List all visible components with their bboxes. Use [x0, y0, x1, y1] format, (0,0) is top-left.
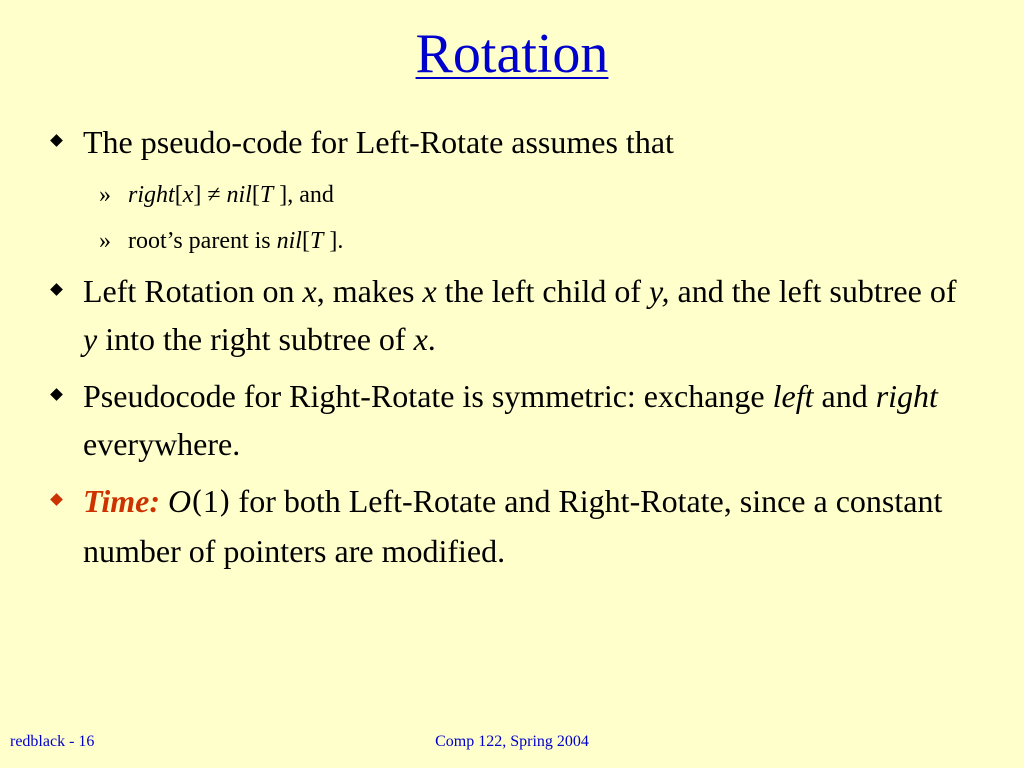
bullet-2-part: the left child of [436, 273, 650, 309]
bullet-2-part: and the left subtree of [669, 273, 957, 309]
bullet-4 [48, 477, 968, 575]
subitem-1-part: ] ≠ [193, 182, 227, 208]
slide-title: Rotation [415, 23, 609, 85]
diamond-bullet-icon [50, 283, 63, 296]
time-label: Time: [83, 483, 160, 519]
bullet-3 [48, 372, 968, 468]
subitem-1-part: x [182, 182, 194, 208]
bullet-4-text: for both Left-Rotate and Right-Rotate, since a constant number of pointers are modified. [83, 483, 943, 569]
big-o-symbol: O [168, 483, 192, 519]
subitem-1 [48, 175, 968, 215]
subitem-2-part: nil [276, 228, 302, 254]
bullet-1 [48, 118, 968, 166]
bullet-2-part: . [427, 321, 436, 357]
subitem-marker-icon: » [99, 228, 111, 254]
subitem-1-part: [ [174, 182, 183, 208]
footer-course: Comp 122, Spring 2004 [435, 733, 589, 750]
diamond-bullet-icon [50, 388, 63, 401]
bullet-3-part: everywhere. [83, 426, 241, 462]
subitem-2-part: ]. [323, 228, 344, 254]
bullet-3-part: left [772, 378, 814, 414]
subitem-marker-icon: » [99, 182, 111, 208]
bullet-2-part: x [422, 273, 437, 309]
subitem-2 [48, 221, 968, 261]
subitem-2-part: T [309, 228, 324, 254]
bullet-1-subitems [48, 175, 968, 261]
bullet-3-part: Pseudocode for Right-Rotate is symmetric: exchange [83, 378, 773, 414]
bullet-2-part: y, [649, 273, 670, 309]
footer-slide-number: redblack - 16 [10, 733, 95, 750]
bullet-2-part: Left Rotation on [83, 273, 303, 309]
bullet-2-part: into the right subtree of [97, 321, 414, 357]
subitem-1-part: [ [251, 182, 260, 208]
subitem-1-part: right [128, 182, 175, 208]
close-paren: ) [218, 485, 231, 520]
bullet-1-text: The pseudo-code for Left-Rotate assumes that [83, 124, 674, 160]
bullet-2-part: x [413, 321, 428, 357]
diamond-bullet-icon [50, 493, 63, 506]
complexity-value: 1 [202, 483, 219, 519]
slide-content [48, 118, 968, 584]
open-paren: ( [191, 485, 203, 520]
bullet-2-part: , makes [316, 273, 423, 309]
diamond-bullet-icon [50, 134, 63, 147]
bullet-2-part: y [83, 321, 98, 357]
subitem-1-part: nil [226, 182, 252, 208]
bullet-3-part: and [813, 378, 876, 414]
subitem-2-part: root’s parent is [128, 228, 277, 254]
bullet-2 [48, 267, 968, 363]
subitem-2-part: [ [301, 228, 310, 254]
subitem-1-part: T [259, 182, 274, 208]
bullet-3-part: right [875, 378, 938, 414]
bullet-2-part: x [302, 273, 317, 309]
subitem-1-part: ], and [273, 182, 334, 208]
